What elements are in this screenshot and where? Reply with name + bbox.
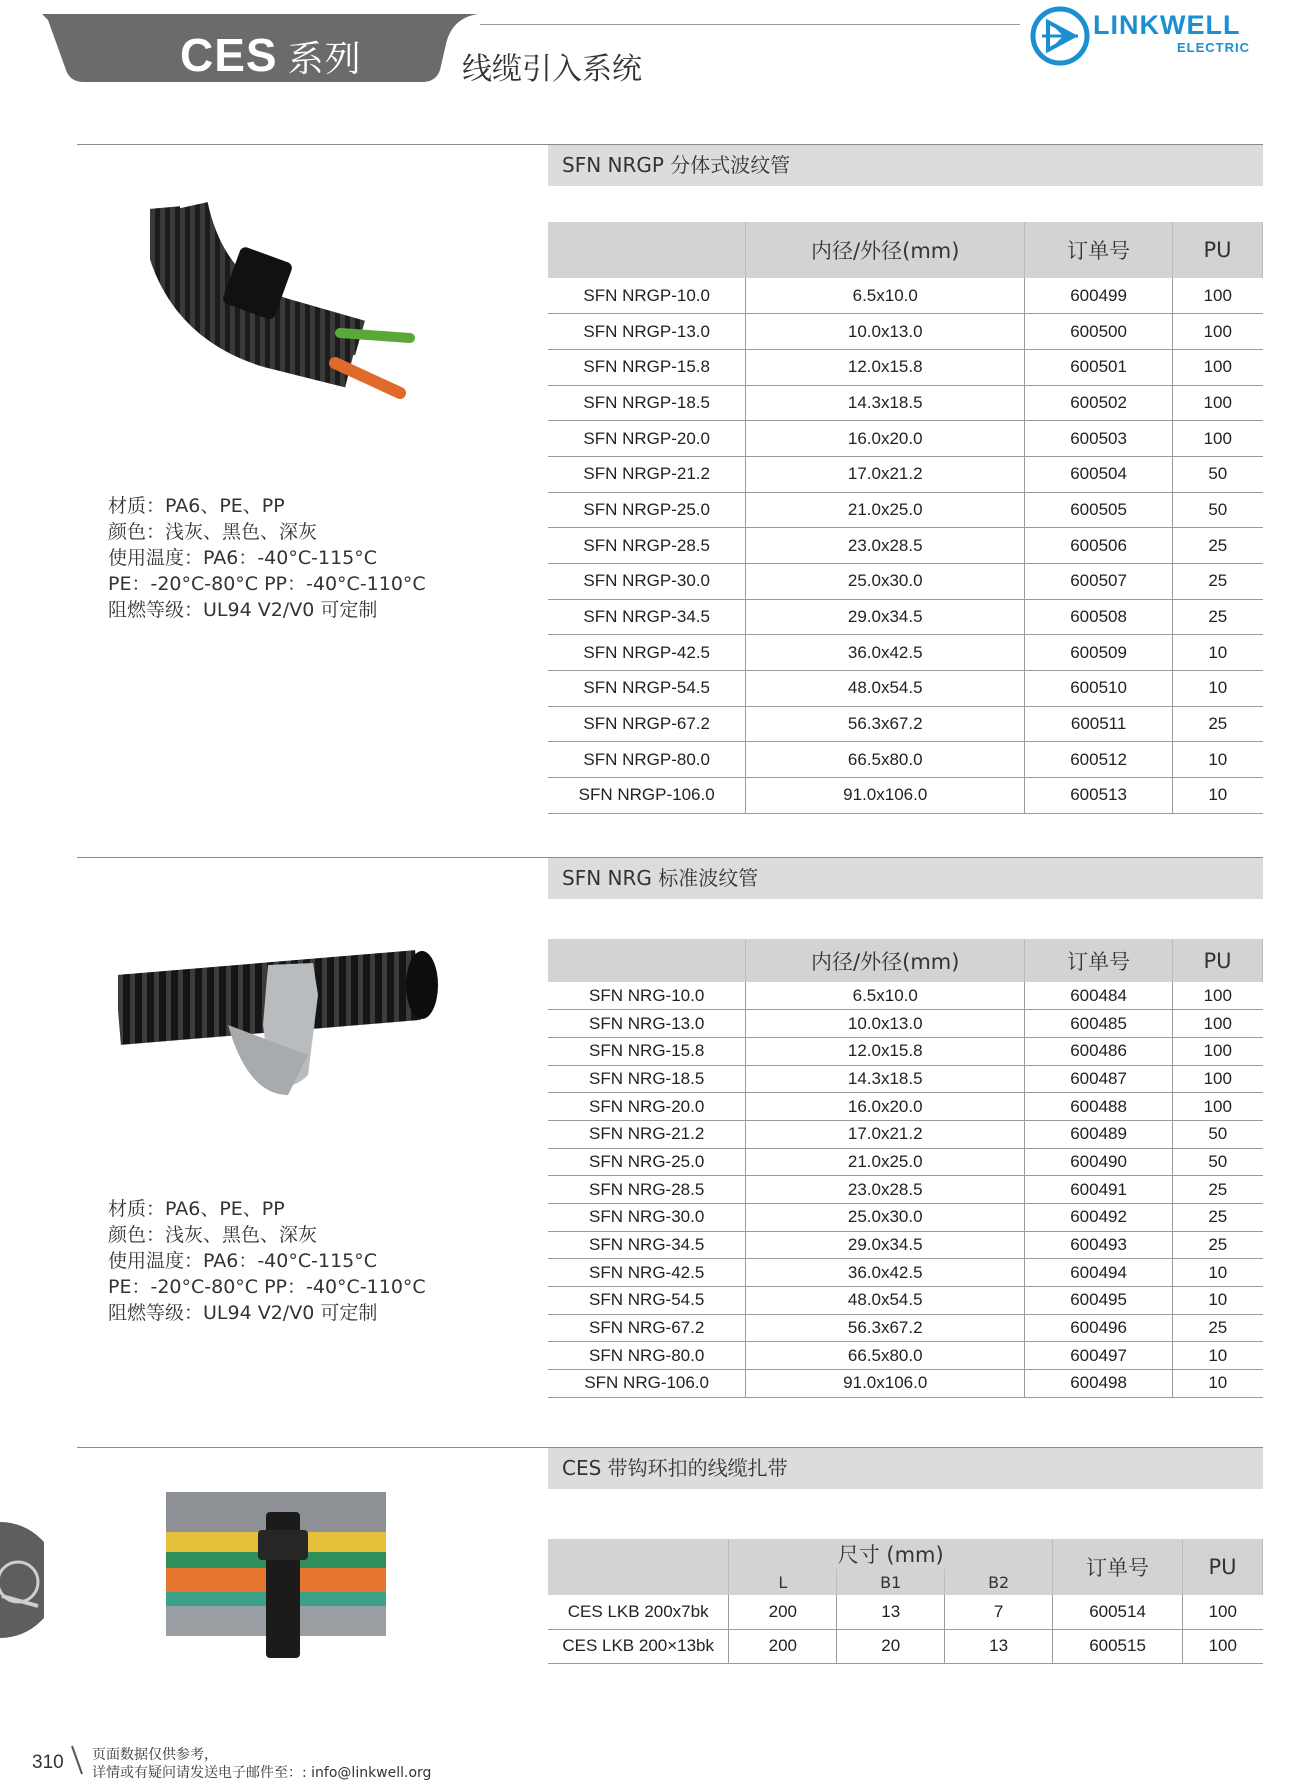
- table-cell: 36.0x42.5: [746, 1259, 1025, 1287]
- column-header-b1: B1: [837, 1569, 945, 1595]
- column-header-b2: B2: [945, 1569, 1053, 1595]
- table-cell: 600498: [1025, 1370, 1173, 1398]
- table-cell: SFN NRG-25.0: [548, 1148, 746, 1176]
- table-cell: 48.0x54.5: [746, 671, 1025, 707]
- table-cell: 25: [1173, 1176, 1263, 1204]
- table-cell: 600492: [1025, 1204, 1173, 1232]
- nrgp-table-body: [548, 278, 1263, 813]
- table-cell: SFN NRGP-18.5: [548, 385, 746, 421]
- header-rule: [480, 24, 1020, 25]
- table-cell: 23.0x28.5: [746, 528, 1025, 564]
- table-cell: 25.0x30.0: [746, 564, 1025, 600]
- table-cell: 600488: [1025, 1093, 1173, 1121]
- table-cell: 14.3x18.5: [746, 385, 1025, 421]
- column-header-diameter: 内径/外径(mm): [746, 939, 1025, 982]
- table-row: [548, 1010, 1263, 1038]
- table-cell: 91.0x106.0: [746, 1370, 1025, 1398]
- table-cell: 14.3x18.5: [746, 1065, 1025, 1093]
- spec-flame-rating: 阻燃等级：UL94 V2/V0 可定制: [108, 1302, 378, 1324]
- table-cell: 20: [837, 1629, 945, 1663]
- split-conduit-photo: [150, 198, 440, 408]
- cable-tie-table: [548, 1539, 1263, 1664]
- table-row: [548, 1629, 1263, 1663]
- table-row: [548, 1120, 1263, 1148]
- series-code: CES: [180, 29, 278, 81]
- table-cell: 10.0x13.0: [746, 314, 1025, 350]
- footer-note: 页面数据仅供参考，: [92, 1747, 218, 1763]
- section-title: SFN NRG 标准波纹管: [548, 858, 1263, 899]
- table-cell: 600508: [1025, 599, 1173, 635]
- cable-tie-table-body: [548, 1595, 1263, 1663]
- table-cell: SFN NRG-34.5: [548, 1231, 746, 1259]
- table-cell: 25: [1173, 599, 1263, 635]
- table-row: [548, 1259, 1263, 1287]
- table-row: [548, 1176, 1263, 1204]
- table-cell: 600486: [1025, 1037, 1173, 1065]
- table-cell: SFN NRGP-80.0: [548, 742, 746, 778]
- table-row: [548, 982, 1263, 1010]
- table-row: [548, 1065, 1263, 1093]
- table-cell: 10: [1173, 1342, 1263, 1370]
- section-title: SFN NRGP 分体式波纹管: [548, 145, 1263, 186]
- table-cell: SFN NRGP-106.0: [548, 778, 746, 814]
- table-cell: 25: [1173, 528, 1263, 564]
- table-row: [548, 1370, 1263, 1398]
- logo-name: LINKWELL: [1093, 10, 1241, 40]
- table-cell: SFN NRG-13.0: [548, 1010, 746, 1038]
- table-row: [548, 1148, 1263, 1176]
- table-row: [548, 278, 1263, 314]
- column-header-model: [548, 222, 746, 278]
- table-row: [548, 314, 1263, 350]
- table-row: [548, 385, 1263, 421]
- page-number: 310: [32, 1752, 64, 1773]
- table-cell: 100: [1183, 1629, 1263, 1663]
- table-cell: SFN NRGP-54.5: [548, 671, 746, 707]
- standard-conduit-photo: [118, 945, 448, 1105]
- table-cell: 91.0x106.0: [746, 778, 1025, 814]
- table-cell: 17.0x21.2: [746, 1120, 1025, 1148]
- table-cell: CES LKB 200x7bk: [548, 1595, 729, 1629]
- table-cell: 25: [1173, 706, 1263, 742]
- table-cell: 600496: [1025, 1314, 1173, 1342]
- spec-temperature: 使用温度：PA6：-40°C-115°C: [108, 547, 378, 569]
- table-cell: 600515: [1053, 1629, 1183, 1663]
- table-cell: 100: [1173, 1093, 1263, 1121]
- spec-temperature-pe-pp: PE：-20°C-80°C PP：-40°C-110°C: [108, 573, 426, 595]
- column-header-model: [548, 1539, 729, 1595]
- table-cell: 600511: [1025, 706, 1173, 742]
- table-row: [548, 1342, 1263, 1370]
- table-row: [548, 456, 1263, 492]
- table-cell: 600513: [1025, 778, 1173, 814]
- table-cell: 600491: [1025, 1176, 1173, 1204]
- table-cell: 10: [1173, 671, 1263, 707]
- table-cell: SFN NRG-10.0: [548, 982, 746, 1010]
- table-cell: 100: [1173, 1037, 1263, 1065]
- table-cell: 600487: [1025, 1065, 1173, 1093]
- table-cell: 600512: [1025, 742, 1173, 778]
- column-header-order: 订单号: [1025, 939, 1173, 982]
- table-cell: 600502: [1025, 385, 1173, 421]
- table-row: [548, 671, 1263, 707]
- table-cell: SFN NRGP-20.0: [548, 421, 746, 457]
- nrg-table-body: [548, 982, 1263, 1397]
- table-cell: SFN NRGP-30.0: [548, 564, 746, 600]
- table-cell: 600509: [1025, 635, 1173, 671]
- column-header-dimensions: 尺寸 (mm): [729, 1539, 1053, 1569]
- table-cell: 600501: [1025, 349, 1173, 385]
- table-cell: 16.0x20.0: [746, 421, 1025, 457]
- table-row: [548, 492, 1263, 528]
- spec-list: [108, 1196, 426, 1326]
- series-title: [180, 28, 362, 82]
- table-cell: SFN NRGP-10.0: [548, 278, 746, 314]
- table-cell: SFN NRGP-25.0: [548, 492, 746, 528]
- table-cell: CES LKB 200×13bk: [548, 1629, 729, 1663]
- table-cell: 13: [945, 1629, 1053, 1663]
- table-cell: 25: [1173, 1204, 1263, 1232]
- table-cell: 600514: [1053, 1595, 1183, 1629]
- table-cell: 56.3x67.2: [746, 706, 1025, 742]
- spec-material: 材质：PA6、PE、PP: [108, 1198, 285, 1220]
- linkwell-logo-icon: [1028, 4, 1092, 68]
- table-cell: 600485: [1025, 1010, 1173, 1038]
- spec-color: 颜色：浅灰、黑色、深灰: [108, 521, 318, 543]
- table-cell: 100: [1173, 1065, 1263, 1093]
- table-cell: SFN NRG-20.0: [548, 1093, 746, 1121]
- table-cell: SFN NRGP-21.2: [548, 456, 746, 492]
- table-cell: 600497: [1025, 1342, 1173, 1370]
- table-cell: SFN NRGP-13.0: [548, 314, 746, 350]
- table-cell: 10: [1173, 742, 1263, 778]
- spec-temperature-pe-pp: PE：-20°C-80°C PP：-40°C-110°C: [108, 1276, 426, 1298]
- table-cell: SFN NRGP-15.8: [548, 349, 746, 385]
- spec-material: 材质：PA6、PE、PP: [108, 495, 285, 517]
- table-cell: 16.0x20.0: [746, 1093, 1025, 1121]
- table-row: [548, 1314, 1263, 1342]
- footer-contact: 详情或有疑问请发送电子邮件至：: info@linkwell.org: [92, 1765, 432, 1781]
- column-header-pu: PU: [1173, 222, 1263, 278]
- table-cell: 600499: [1025, 278, 1173, 314]
- table-cell: 25: [1173, 1314, 1263, 1342]
- table-cell: SFN NRGP-67.2: [548, 706, 746, 742]
- table-cell: SFN NRG-30.0: [548, 1204, 746, 1232]
- column-header-pu: PU: [1173, 939, 1263, 982]
- table-cell: 100: [1173, 349, 1263, 385]
- table-cell: 25: [1173, 564, 1263, 600]
- spec-color: 颜色：浅灰、黑色、深灰: [108, 1224, 318, 1246]
- table-cell: 29.0x34.5: [746, 1231, 1025, 1259]
- table-cell: 10: [1173, 1370, 1263, 1398]
- table-row: [548, 1595, 1263, 1629]
- table-cell: 56.3x67.2: [746, 1314, 1025, 1342]
- table-cell: 10: [1173, 1259, 1263, 1287]
- table-row: [548, 528, 1263, 564]
- table-cell: 17.0x21.2: [746, 456, 1025, 492]
- column-header-order: 订单号: [1053, 1539, 1183, 1595]
- table-cell: 7: [945, 1595, 1053, 1629]
- series-cn: 系列: [287, 39, 362, 80]
- nrg-table: [548, 939, 1263, 1398]
- table-cell: 23.0x28.5: [746, 1176, 1025, 1204]
- table-cell: 600510: [1025, 671, 1173, 707]
- table-cell: 600493: [1025, 1231, 1173, 1259]
- spec-temperature: 使用温度：PA6：-40°C-115°C: [108, 1250, 378, 1272]
- table-cell: 600507: [1025, 564, 1173, 600]
- table-row: [548, 421, 1263, 457]
- table-cell: 21.0x25.0: [746, 492, 1025, 528]
- table-cell: 10: [1173, 635, 1263, 671]
- table-cell: 48.0x54.5: [746, 1287, 1025, 1315]
- table-row: [548, 1037, 1263, 1065]
- table-cell: 200: [729, 1595, 837, 1629]
- table-cell: SFN NRG-80.0: [548, 1342, 746, 1370]
- column-header-model: [548, 939, 746, 982]
- table-cell: 600495: [1025, 1287, 1173, 1315]
- table-cell: 600494: [1025, 1259, 1173, 1287]
- table-cell: 100: [1173, 421, 1263, 457]
- table-cell: 10.0x13.0: [746, 1010, 1025, 1038]
- table-cell: 100: [1183, 1595, 1263, 1629]
- table-cell: SFN NRG-106.0: [548, 1370, 746, 1398]
- table-row: [548, 742, 1263, 778]
- spec-list: [108, 493, 426, 623]
- table-row: [548, 599, 1263, 635]
- table-cell: 10: [1173, 778, 1263, 814]
- table-cell: 100: [1173, 385, 1263, 421]
- table-cell: SFN NRG-42.5: [548, 1259, 746, 1287]
- column-header-pu: PU: [1183, 1539, 1263, 1595]
- table-row: [548, 1287, 1263, 1315]
- table-cell: 200: [729, 1629, 837, 1663]
- table-cell: SFN NRG-18.5: [548, 1065, 746, 1093]
- table-row: [548, 1093, 1263, 1121]
- table-cell: 600505: [1025, 492, 1173, 528]
- table-cell: 13: [837, 1595, 945, 1629]
- table-cell: SFN NRG-28.5: [548, 1176, 746, 1204]
- table-cell: 50: [1173, 492, 1263, 528]
- column-header-diameter: 内径/外径(mm): [746, 222, 1025, 278]
- table-row: [548, 635, 1263, 671]
- table-cell: 12.0x15.8: [746, 1037, 1025, 1065]
- table-cell: SFN NRG-15.8: [548, 1037, 746, 1065]
- table-cell: 6.5x10.0: [746, 278, 1025, 314]
- table-row: [548, 1231, 1263, 1259]
- column-header-order: 订单号: [1025, 222, 1173, 278]
- section-title: CES 带钩环扣的线缆扎带: [548, 1448, 1263, 1489]
- table-cell: 100: [1173, 1010, 1263, 1038]
- table-cell: SFN NRG-54.5: [548, 1287, 746, 1315]
- page-subtitle: 线缆引入系统: [462, 52, 642, 87]
- table-cell: 36.0x42.5: [746, 635, 1025, 671]
- table-row: [548, 778, 1263, 814]
- table-cell: SFN NRG-21.2: [548, 1120, 746, 1148]
- table-cell: SFN NRGP-28.5: [548, 528, 746, 564]
- table-cell: 600500: [1025, 314, 1173, 350]
- table-row: [548, 349, 1263, 385]
- table-row: [548, 1204, 1263, 1232]
- spec-flame-rating: 阻燃等级：UL94 V2/V0 可定制: [108, 599, 378, 621]
- table-cell: 10: [1173, 1287, 1263, 1315]
- logo-sub: ELECTRIC: [1177, 40, 1250, 55]
- table-cell: 600484: [1025, 982, 1173, 1010]
- table-cell: 600489: [1025, 1120, 1173, 1148]
- table-cell: 6.5x10.0: [746, 982, 1025, 1010]
- table-cell: 600490: [1025, 1148, 1173, 1176]
- table-cell: 50: [1173, 1120, 1263, 1148]
- table-cell: 50: [1173, 456, 1263, 492]
- table-cell: 600503: [1025, 421, 1173, 457]
- table-cell: 12.0x15.8: [746, 349, 1025, 385]
- table-cell: 600506: [1025, 528, 1173, 564]
- table-cell: SFN NRGP-42.5: [548, 635, 746, 671]
- table-cell: 100: [1173, 278, 1263, 314]
- table-cell: 29.0x34.5: [746, 599, 1025, 635]
- table-cell: 100: [1173, 314, 1263, 350]
- table-cell: 50: [1173, 1148, 1263, 1176]
- table-cell: 600504: [1025, 456, 1173, 492]
- table-cell: 66.5x80.0: [746, 742, 1025, 778]
- footer-slash-icon: [70, 1744, 84, 1776]
- table-cell: SFN NRG-67.2: [548, 1314, 746, 1342]
- table-cell: 66.5x80.0: [746, 1342, 1025, 1370]
- table-cell: 100: [1173, 982, 1263, 1010]
- table-cell: 25: [1173, 1231, 1263, 1259]
- table-cell: 21.0x25.0: [746, 1148, 1025, 1176]
- side-tab-circle: [0, 1510, 44, 1650]
- table-cell: 25.0x30.0: [746, 1204, 1025, 1232]
- cable-tie-photo: [166, 1492, 396, 1682]
- table-row: [548, 706, 1263, 742]
- table-cell: SFN NRGP-34.5: [548, 599, 746, 635]
- column-header-l: L: [729, 1569, 837, 1595]
- nrgp-table: [548, 222, 1263, 814]
- table-row: [548, 564, 1263, 600]
